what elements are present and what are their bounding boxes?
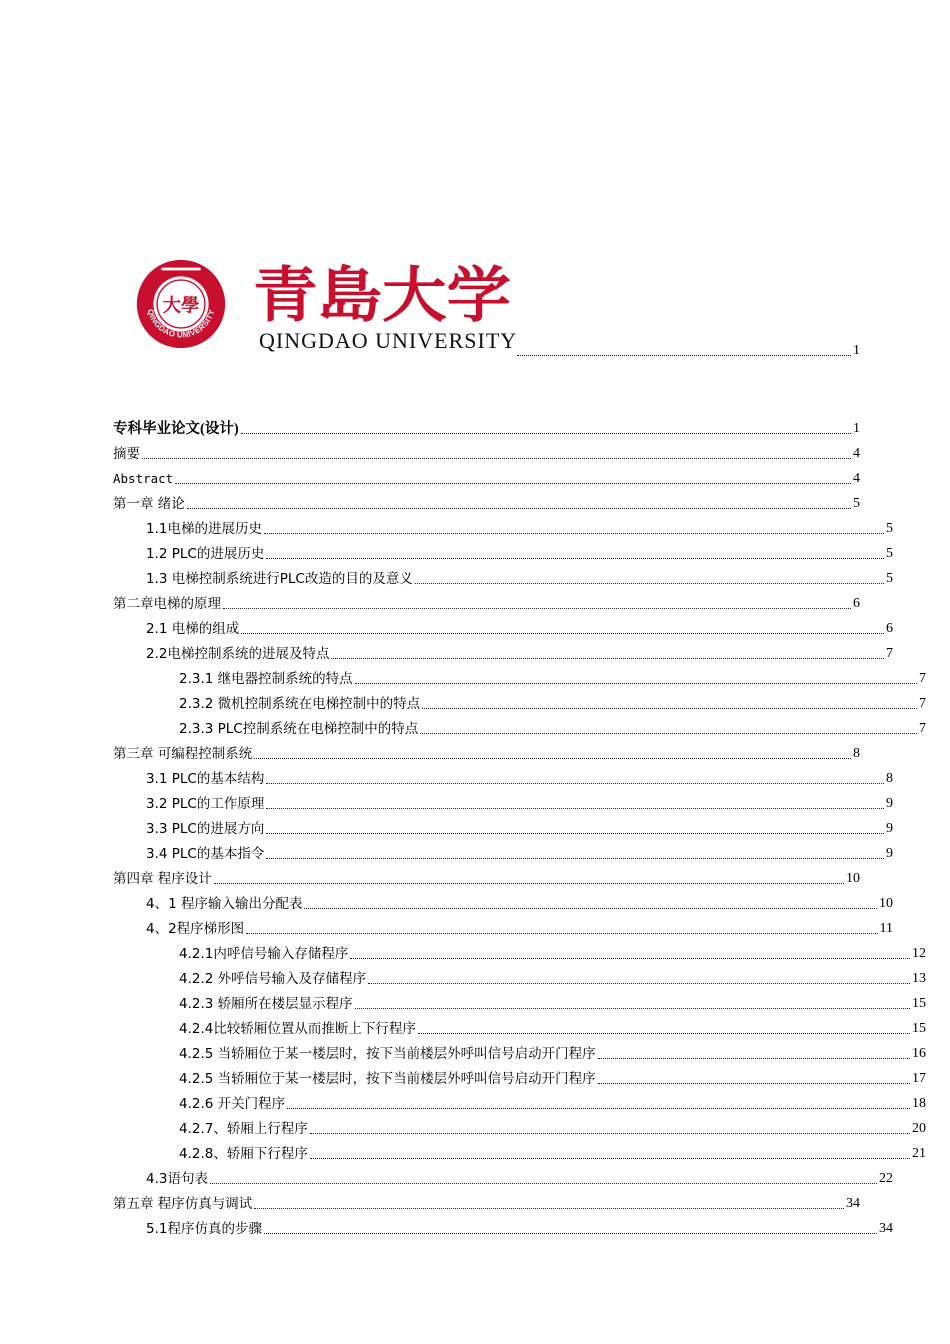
toc-entry[interactable]	[113, 891, 893, 913]
toc-entry[interactable]	[113, 666, 926, 688]
toc-entry[interactable]	[113, 766, 893, 788]
toc-entry[interactable]	[113, 591, 860, 613]
toc-page: 5	[886, 546, 893, 561]
toc-leader-dots	[223, 608, 851, 609]
toc-leader-dots	[598, 1083, 910, 1084]
toc-entry[interactable]	[113, 516, 893, 538]
toc-label: Abstract	[113, 471, 174, 486]
toc-entry[interactable]	[113, 1141, 926, 1163]
university-name-calligraphy	[253, 260, 513, 326]
toc-leader-dots	[350, 958, 910, 959]
toc-page: 9	[886, 821, 893, 836]
toc-page: 7	[919, 671, 926, 686]
toc-label: 第三章 可编程控制系统	[113, 746, 253, 762]
toc-label: 2.3.3 PLC控制系统在电梯控制中的特点	[179, 721, 419, 737]
toc-page: 34	[879, 1221, 893, 1236]
toc-leader-dots	[331, 658, 884, 659]
toc-label: 4、2程序梯形图	[146, 921, 245, 937]
toc-entry[interactable]	[113, 1066, 926, 1088]
toc-leader-dots	[175, 483, 851, 484]
toc-leader-dots	[517, 355, 851, 356]
toc-page: 5	[853, 496, 860, 511]
toc-label: 2.3.2 微机控制系统在电梯控制中的特点	[179, 696, 421, 712]
toc-leader-dots	[264, 1233, 877, 1234]
university-logo	[135, 258, 518, 358]
toc-leader-dots	[310, 1158, 910, 1159]
toc-label: 2.2电梯控制系统的进展及特点	[146, 646, 330, 662]
toc-page: 8	[853, 746, 860, 761]
toc-page: 7	[886, 646, 893, 661]
toc-entry[interactable]	[113, 416, 860, 438]
toc-label: 4.3语句表	[146, 1171, 208, 1187]
toc-entry[interactable]	[113, 1166, 893, 1188]
toc-label: 3.4 PLC的基本指令	[146, 846, 265, 862]
toc-label: 4.2.6 开关门程序	[179, 1096, 286, 1112]
toc-page: 1	[853, 343, 860, 358]
toc-entry[interactable]	[113, 491, 860, 513]
toc-leader-dots	[254, 758, 851, 759]
toc-page: 4	[853, 446, 860, 461]
toc-page: 7	[919, 696, 926, 711]
seal-center-text: 大學	[162, 295, 200, 317]
toc-entry[interactable]	[113, 541, 893, 563]
seal-ring-text: QINGDAO UNIVERSITY	[145, 308, 217, 340]
toc-leader-dots	[266, 783, 884, 784]
toc-label: 专科毕业论文(设计)	[113, 421, 239, 437]
toc-entry[interactable]	[113, 641, 893, 663]
toc-entry[interactable]	[113, 966, 926, 988]
toc-leader-dots	[420, 733, 917, 734]
toc-label: 4.2.2 外呼信号输入及存储程序	[179, 971, 367, 987]
toc-page: 10	[846, 871, 860, 886]
toc-page: 17	[912, 1071, 926, 1086]
toc-page: 11	[879, 921, 893, 936]
toc-label: 3.3 PLC的进展方向	[146, 821, 265, 837]
toc-leader-dots	[241, 633, 884, 634]
toc-page: 9	[886, 846, 893, 861]
toc-label: 4.2.3 轿厢所在楼层显示程序	[179, 996, 353, 1012]
toc-page: 8	[886, 771, 893, 786]
toc-page: 21	[912, 1146, 926, 1161]
toc-page: 7	[919, 721, 926, 736]
toc-page: 4	[853, 471, 860, 486]
toc-label: 3.1 PLC的基本结构	[146, 771, 265, 787]
toc-page: 20	[912, 1121, 926, 1136]
toc-page: 10	[879, 896, 893, 911]
toc-leader-dots	[355, 1008, 910, 1009]
toc-page: 5	[886, 521, 893, 536]
toc-label: 2.3.1 继电器控制系统的特点	[179, 671, 353, 687]
toc-entry[interactable]	[113, 1091, 926, 1113]
toc-entry[interactable]	[113, 741, 860, 763]
toc-leader-dots	[241, 433, 851, 434]
toc-leader-dots	[214, 883, 844, 884]
toc-entry[interactable]	[113, 616, 893, 638]
toc-page: 12	[912, 946, 926, 961]
toc-label: 1.1电梯的进展历史	[146, 521, 262, 537]
toc-label: 第二章电梯的原理	[113, 596, 221, 612]
toc-label: 摘要	[113, 446, 140, 462]
toc-label: 2.1 电梯的组成	[146, 621, 240, 637]
toc-entry[interactable]	[113, 691, 926, 713]
toc-leader-dots	[287, 1108, 910, 1109]
toc-entry[interactable]	[113, 1216, 893, 1238]
toc-page: 6	[853, 596, 860, 611]
toc-entry[interactable]	[113, 466, 860, 488]
toc-label: 4.2.8、轿厢下行程序	[179, 1146, 308, 1162]
toc-entry[interactable]	[113, 991, 926, 1013]
toc-leader-dots	[310, 1133, 910, 1134]
toc-page: 16	[912, 1046, 926, 1061]
toc-leader-dots	[266, 558, 884, 559]
toc-leader-dots	[415, 583, 884, 584]
toc-page: 5	[886, 571, 893, 586]
header-toc-line	[515, 338, 860, 360]
toc-entry[interactable]	[113, 1191, 860, 1213]
toc-label: 3.2 PLC的工作原理	[146, 796, 265, 812]
toc-label: 1.3 电梯控制系统进行PLC改造的目的及意义	[146, 571, 413, 587]
toc-label: 5.1程序仿真的步骤	[146, 1221, 262, 1237]
toc-leader-dots	[266, 858, 884, 859]
toc-leader-dots	[264, 533, 884, 534]
toc-leader-dots	[142, 458, 851, 459]
toc-label: 第四章 程序设计	[113, 871, 212, 887]
toc-entry[interactable]	[113, 941, 926, 963]
toc-leader-dots	[246, 933, 877, 934]
toc-leader-dots	[254, 1208, 844, 1209]
toc-label: 4、1 程序输入输出分配表	[146, 896, 303, 912]
toc-leader-dots	[304, 908, 877, 909]
toc-leader-dots	[266, 833, 884, 834]
toc-page: 15	[912, 1021, 926, 1036]
toc-leader-dots	[418, 1033, 910, 1034]
toc-label: 第一章 绪论	[113, 496, 185, 512]
toc-page: 22	[879, 1171, 893, 1186]
toc-label: 1.2 PLC的进展历史	[146, 546, 265, 562]
toc-page: 34	[846, 1196, 860, 1211]
university-name-cn: 青島大学	[253, 261, 511, 326]
toc-entry[interactable]	[113, 791, 893, 813]
toc-entry[interactable]	[113, 441, 860, 463]
toc-label: 4.2.5 当轿厢位于某一楼层时，按下当前楼层外呼叫信号启动开门程序	[179, 1071, 596, 1087]
toc-leader-dots	[266, 808, 884, 809]
toc-entry[interactable]	[113, 1016, 926, 1038]
toc-leader-dots	[598, 1058, 910, 1059]
university-name-en: QINGDAO UNIVERSITY	[259, 328, 518, 353]
toc-page: 9	[886, 796, 893, 811]
toc-entry[interactable]	[113, 566, 893, 588]
toc-label: 第五章 程序仿真与调试	[113, 1196, 253, 1212]
toc-page: 18	[912, 1096, 926, 1111]
toc-leader-dots	[187, 508, 851, 509]
toc-leader-dots	[210, 1183, 877, 1184]
toc-label: 4.2.5 当轿厢位于某一楼层时，按下当前楼层外呼叫信号启动开门程序	[179, 1046, 596, 1062]
toc-page: 1	[853, 421, 860, 436]
toc-entry[interactable]	[113, 816, 893, 838]
toc-entry[interactable]	[113, 1116, 926, 1138]
toc-entry[interactable]	[113, 866, 860, 888]
university-seal-icon	[135, 258, 227, 350]
toc-page: 15	[912, 996, 926, 1011]
toc-page: 6	[886, 621, 893, 636]
toc-entry[interactable]	[113, 716, 926, 738]
toc-label: 4.2.4比较轿厢位置从而推断上下行程序	[179, 1021, 416, 1037]
toc-leader-dots	[368, 983, 910, 984]
toc-entry[interactable]	[113, 841, 893, 863]
toc-page: 13	[912, 971, 926, 986]
toc-entry[interactable]	[113, 916, 893, 938]
toc-label: 4.2.1内呼信号输入存储程序	[179, 946, 349, 962]
toc-entry[interactable]	[113, 1041, 926, 1063]
toc-label: 4.2.7、轿厢上行程序	[179, 1121, 308, 1137]
toc-leader-dots	[422, 708, 917, 709]
toc-leader-dots	[355, 683, 917, 684]
